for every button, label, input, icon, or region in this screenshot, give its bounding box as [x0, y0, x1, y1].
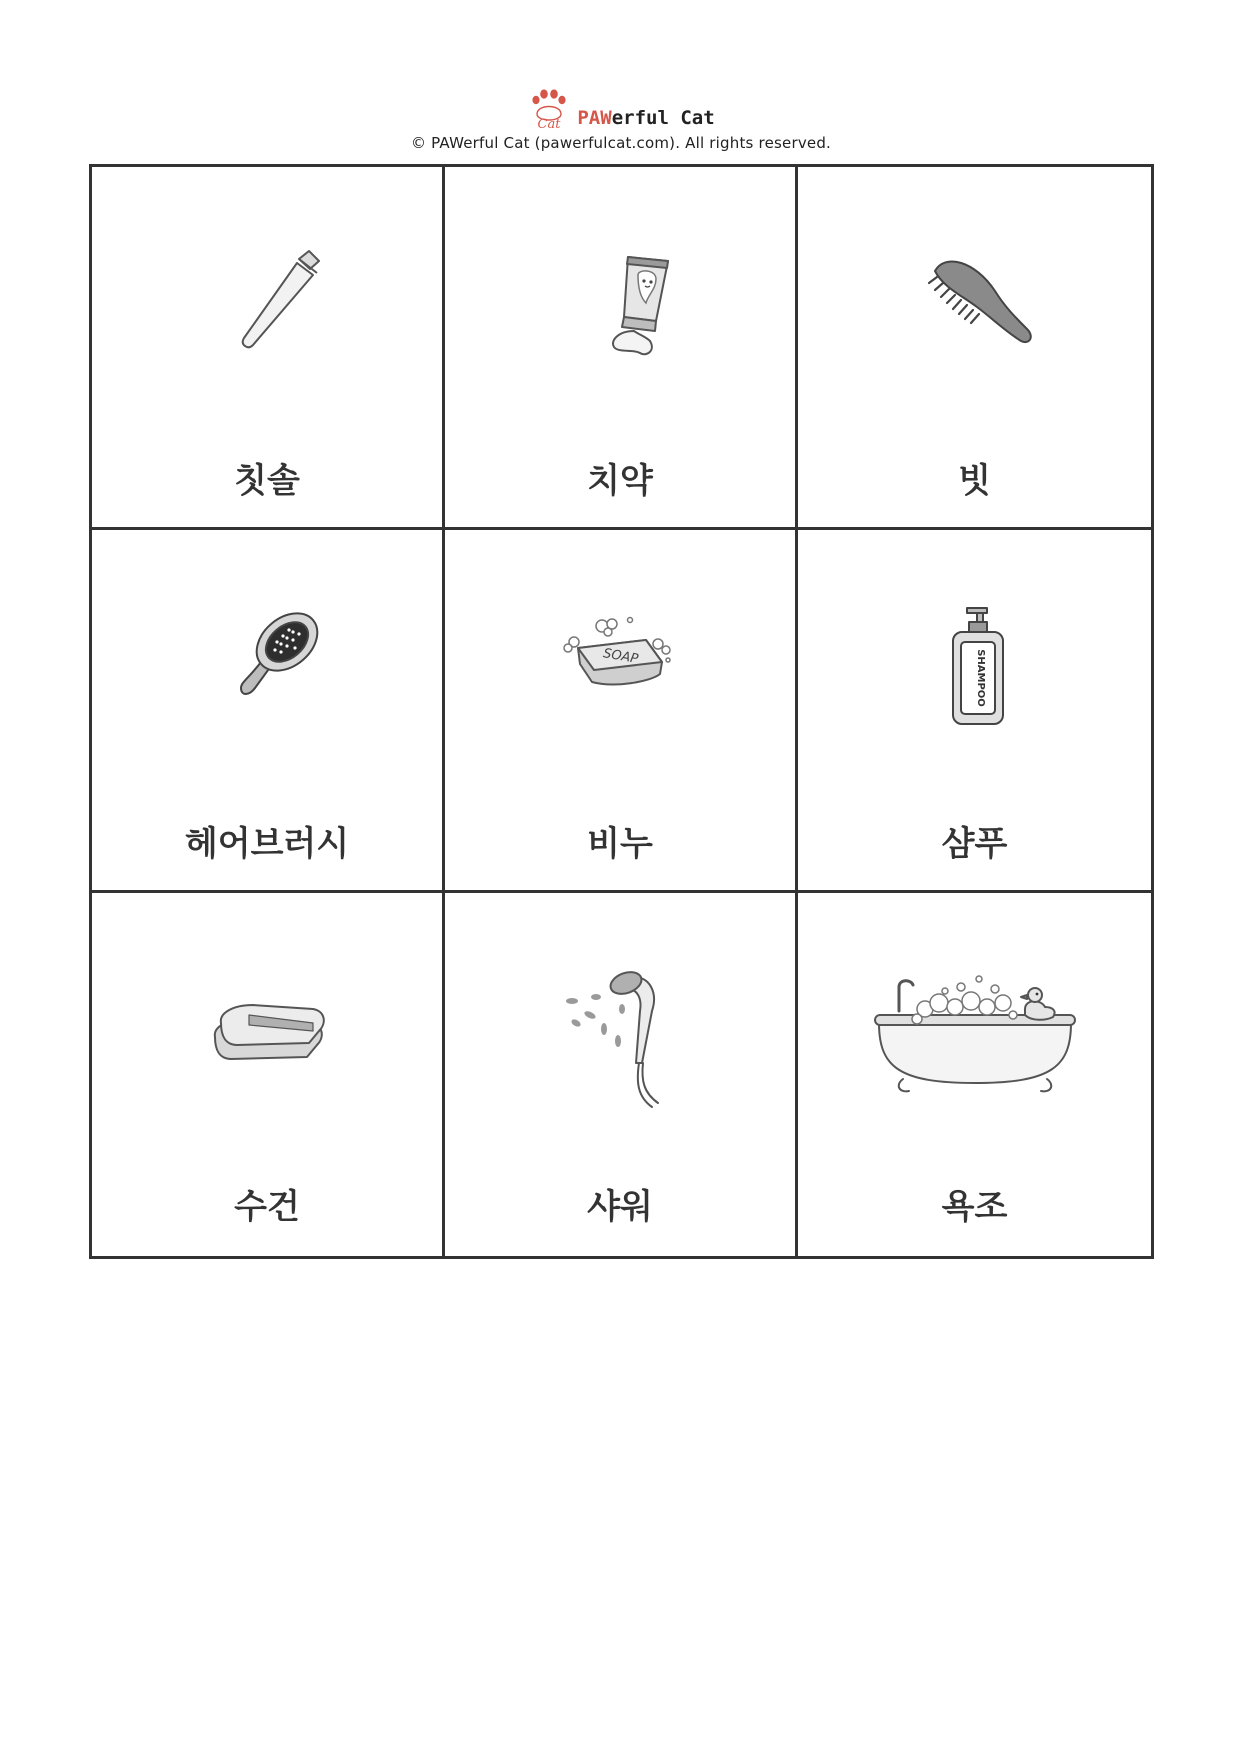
page-header — [0, 86, 1242, 156]
card-bathtub — [798, 893, 1151, 1256]
brand-name — [577, 109, 714, 128]
card-toothbrush — [92, 167, 445, 530]
copyright-notice: © PAWerful Cat (pawerfulcat.com). All rights reserved. — [410, 134, 832, 152]
bathtub-icon — [865, 967, 1085, 1137]
card-label: 칫솔 — [234, 461, 300, 501]
card-label: 수건 — [234, 1187, 300, 1227]
card-label: 샤워 — [587, 1187, 653, 1227]
brand-prefix: PAW — [577, 107, 612, 129]
shampoo-text: SHAMPOO — [974, 649, 986, 707]
card-comb — [798, 167, 1151, 530]
card-hairbrush — [92, 530, 445, 893]
card-label: 욕조 — [941, 1187, 1008, 1227]
brand-suffix: erful Cat — [611, 107, 715, 129]
card-shower — [445, 893, 798, 1256]
toothpaste-icon — [510, 241, 730, 411]
toothbrush-icon — [157, 241, 377, 411]
logo-text: Cat — [537, 117, 561, 132]
brand — [0, 86, 1242, 132]
card-shampoo — [798, 530, 1151, 893]
card-label: 치약 — [587, 461, 653, 501]
card-towel — [92, 893, 445, 1256]
card-label: 샴푸 — [941, 824, 1008, 864]
card-toothpaste — [445, 167, 798, 530]
paw-logo-icon — [527, 88, 571, 132]
card-soap — [445, 530, 798, 893]
shampoo-icon — [865, 604, 1085, 774]
hairbrush-icon — [157, 604, 377, 774]
comb-icon — [865, 241, 1085, 411]
card-label: 헤어브러시 — [184, 824, 350, 864]
card-label: 빗 — [958, 461, 991, 501]
flashcard-grid — [89, 164, 1154, 1259]
card-label: 비누 — [587, 824, 653, 864]
towel-icon — [157, 967, 377, 1137]
shower-icon — [510, 967, 730, 1137]
soap-icon — [510, 604, 730, 774]
soap-text: SOAP — [601, 646, 640, 667]
